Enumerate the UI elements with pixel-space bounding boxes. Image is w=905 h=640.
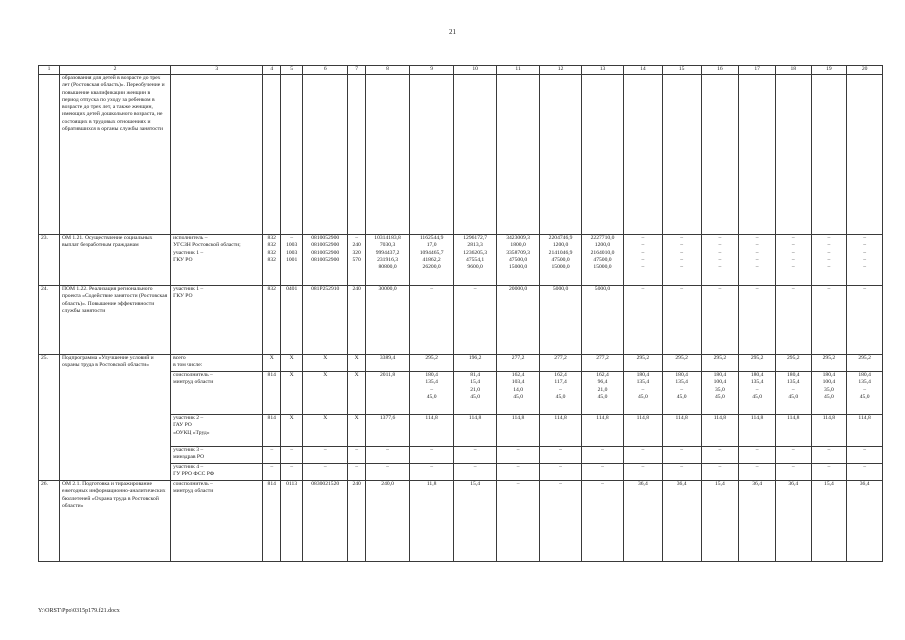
table-cell: – – – – – xyxy=(623,235,662,286)
table-cell: 295,2 xyxy=(739,355,776,372)
budget-table xyxy=(38,65,883,562)
table-cell: – xyxy=(582,481,624,562)
table-cell: 180,4 135,4 – 45,0 xyxy=(623,372,662,415)
table-cell: Х xyxy=(281,372,303,415)
table-cell: – xyxy=(348,447,366,464)
table-cell: – xyxy=(739,447,776,464)
table-cell: Х xyxy=(281,415,303,447)
table-cell: – – – – – xyxy=(739,235,776,286)
table-row xyxy=(39,481,883,562)
table-cell: – xyxy=(410,447,454,464)
executor-cell: всего в том числе: xyxy=(171,355,263,372)
table-cell: 162,4 96,4 21,0 45,0 xyxy=(582,372,624,415)
table-cell: – xyxy=(497,464,540,481)
table-cell: – xyxy=(582,447,624,464)
table-cell: – xyxy=(623,286,662,355)
executor-cell: участник 3 – минздрав РО xyxy=(171,447,263,464)
table-cell: 36,4 xyxy=(775,481,811,562)
table-cell: 36,4 xyxy=(623,481,662,562)
table-cell: 114,8 xyxy=(410,415,454,447)
table-cell: 180,4 100,4 35,0 45,0 xyxy=(811,372,847,415)
table-cell: 162,4 103,4 14,0 45,0 xyxy=(497,372,540,415)
row-number: 24. xyxy=(39,286,60,355)
table-cell: – xyxy=(454,286,497,355)
table-cell: – xyxy=(303,464,348,481)
table-cell: – xyxy=(623,447,662,464)
table-cell: Х xyxy=(348,372,366,415)
column-number-row xyxy=(39,66,883,75)
column-number: 5 xyxy=(281,66,303,75)
table-cell: 240,0 xyxy=(366,481,410,562)
row-number: 25. xyxy=(39,355,60,481)
table-cell xyxy=(847,75,883,235)
table-cell: Х xyxy=(303,415,348,447)
table-cell: 180,4 100,4 35,0 45,0 xyxy=(701,372,739,415)
table-cell: – xyxy=(701,447,739,464)
table-cell: 10314183,8 7030,3 9994437,2 231916,3 80800,0 xyxy=(366,235,410,286)
table-cell: 114,8 xyxy=(454,415,497,447)
executor-cell: соисполнитель – минтруд области xyxy=(171,481,263,562)
table-cell: 814 xyxy=(263,481,281,562)
table-cell: – – – – – xyxy=(701,235,739,286)
table-cell: Х xyxy=(281,355,303,372)
row-number: 23. xyxy=(39,235,60,286)
table-cell: 277,2 xyxy=(582,355,624,372)
table-cell: 114,8 xyxy=(623,415,662,447)
executor-cell: соисполнитель – минтруд области xyxy=(171,372,263,415)
table-cell: 2227710,0 1200,0 2164010,0 47500,0 15000,0 xyxy=(582,235,624,286)
table-cell: 180,4 135,4 – 45,0 xyxy=(775,372,811,415)
executor-cell: участник 1 – ГКУ РО xyxy=(171,286,263,355)
table-cell: – – – – – xyxy=(662,235,701,286)
table-cell: 295,2 xyxy=(847,355,883,372)
table-row xyxy=(39,235,883,286)
table-cell: 295,2 xyxy=(623,355,662,372)
table-cell: – 240 320 570 xyxy=(348,235,366,286)
table-cell: – xyxy=(739,286,776,355)
table-cell: – xyxy=(410,286,454,355)
table-cell xyxy=(540,75,582,235)
table-cell: 36,4 xyxy=(847,481,883,562)
table-cell: 114,8 xyxy=(497,415,540,447)
table-row xyxy=(39,286,883,355)
table-cell: – xyxy=(811,286,847,355)
table-cell: 1162544,9 17,0 1094465,7 41862,2 26200,0 xyxy=(410,235,454,286)
table-cell xyxy=(454,75,497,235)
table-cell xyxy=(348,75,366,235)
table-cell: 814 xyxy=(263,372,281,415)
measure-name: ОМ 1.21. Осуществление социальных выплат безработным гражданам xyxy=(59,235,170,286)
table-cell: – xyxy=(701,286,739,355)
table-cell: – xyxy=(739,464,776,481)
table-cell: 0401 xyxy=(281,286,303,355)
table-cell: 114,8 xyxy=(662,415,701,447)
table-cell xyxy=(366,75,410,235)
table-cell: 832 832 832 832 xyxy=(263,235,281,286)
table-cell: – xyxy=(811,447,847,464)
table-cell xyxy=(739,75,776,235)
table-cell: 30000,0 xyxy=(366,286,410,355)
table-cell: 180,4 135,4 – 45,0 xyxy=(662,372,701,415)
table-cell: 277,2 xyxy=(497,355,540,372)
table-cell: – xyxy=(847,447,883,464)
column-number: 18 xyxy=(775,66,811,75)
measure-name: ОМ 2.1. Подготовка и тиражирование ежегодных информационно-аналитических бюллетеней «Охрана труда в Ростовской области» xyxy=(59,481,170,562)
table-cell: – xyxy=(497,481,540,562)
table-cell: 36,4 xyxy=(662,481,701,562)
column-number: 8 xyxy=(366,66,410,75)
table-cell: 295,2 xyxy=(811,355,847,372)
table-cell: 832 xyxy=(263,286,281,355)
table-cell: 5000,0 xyxy=(540,286,582,355)
table-cell: Х xyxy=(348,355,366,372)
table-cell: – xyxy=(623,464,662,481)
column-number: 20 xyxy=(847,66,883,75)
table-cell xyxy=(811,75,847,235)
table-cell xyxy=(281,75,303,235)
table-cell: 114,8 xyxy=(847,415,883,447)
table-cell: 81,4 15,4 21,0 45,0 xyxy=(454,372,497,415)
table-cell: 15,4 xyxy=(454,481,497,562)
table-cell xyxy=(662,75,701,235)
table-cell: 114,8 xyxy=(811,415,847,447)
table-cell: 114,8 xyxy=(540,415,582,447)
table-cell: 2011,8 xyxy=(366,372,410,415)
table-cell: – xyxy=(263,464,281,481)
table-cell: – xyxy=(582,464,624,481)
table-cell: – xyxy=(701,464,739,481)
table-cell: 1377,6 xyxy=(366,415,410,447)
column-number: 19 xyxy=(811,66,847,75)
table-cell: – xyxy=(775,464,811,481)
table-cell: – xyxy=(540,447,582,464)
table-cell: 2204746,9 1200,0 2141046,9 47500,0 15000,0 xyxy=(540,235,582,286)
table-cell: 180,4 135,4 – 45,0 xyxy=(847,372,883,415)
table-cell xyxy=(497,75,540,235)
column-number: 1 xyxy=(39,66,60,75)
column-number: 7 xyxy=(348,66,366,75)
column-number: 11 xyxy=(497,66,540,75)
column-number: 2 xyxy=(59,66,170,75)
measure-name: Подпрограмма «Улучшение условий и охраны труда в Ростовской области» xyxy=(59,355,170,481)
table-cell: – xyxy=(366,464,410,481)
column-number: 14 xyxy=(623,66,662,75)
table-cell: – xyxy=(540,481,582,562)
column-number: 10 xyxy=(454,66,497,75)
column-number: 4 xyxy=(263,66,281,75)
table-cell: – – – – – xyxy=(775,235,811,286)
table-cell xyxy=(410,75,454,235)
table-cell: 081P252910 xyxy=(303,286,348,355)
measure-name: ПОМ 1.22. Реализация регионального проекта «Содействие занятости (Ростовская область)». Повышение эффективности службы занятости xyxy=(59,286,170,355)
table-cell: 814 xyxy=(263,415,281,447)
table-cell: – xyxy=(811,464,847,481)
executor-cell: участник 4 – ГУ РРО ФСС РФ xyxy=(171,464,263,481)
table-cell: 114,8 xyxy=(775,415,811,447)
table-cell xyxy=(775,75,811,235)
column-number: 9 xyxy=(410,66,454,75)
executor-cell: участник 2 – ГАУ РО «ОУКЦ «Труд» xyxy=(171,415,263,447)
table-cell: – xyxy=(281,464,303,481)
table-cell: 0113 xyxy=(281,481,303,562)
table-cell: – xyxy=(662,464,701,481)
table-cell: 180,4 135,4 – 45,0 xyxy=(739,372,776,415)
table-cell: 1296172,7 2813,3 1236205,3 47554,1 9600,0 xyxy=(454,235,497,286)
table-row xyxy=(39,355,883,372)
column-number: 13 xyxy=(582,66,624,75)
table-cell: 114,8 xyxy=(701,415,739,447)
table-cell: – 1003 1003 1001 xyxy=(281,235,303,286)
table-cell: 295,2 xyxy=(701,355,739,372)
table-cell: 295,2 xyxy=(775,355,811,372)
table-cell: – xyxy=(847,286,883,355)
table-cell: – xyxy=(497,447,540,464)
column-number: 16 xyxy=(701,66,739,75)
table-cell: 36,4 xyxy=(739,481,776,562)
table-cell: – xyxy=(348,464,366,481)
table-cell: 15,4 xyxy=(701,481,739,562)
table-cell: – xyxy=(847,464,883,481)
table-cell: 3389,4 xyxy=(366,355,410,372)
table-cell: 295,2 xyxy=(662,355,701,372)
column-number: 17 xyxy=(739,66,776,75)
table-cell: – – – – – xyxy=(811,235,847,286)
table-cell: – xyxy=(454,447,497,464)
table-cell xyxy=(171,75,263,235)
table-cell: – xyxy=(366,447,410,464)
column-number: 6 xyxy=(303,66,348,75)
table-cell: 240 xyxy=(348,286,366,355)
table-cell: 240 xyxy=(348,481,366,562)
table-cell: 196,2 xyxy=(454,355,497,372)
table-cell: 15,4 xyxy=(811,481,847,562)
table-cell xyxy=(582,75,624,235)
table-cell: Х xyxy=(303,355,348,372)
table-cell: – xyxy=(263,447,281,464)
table-cell: – xyxy=(410,464,454,481)
row-number: 26. xyxy=(39,481,60,562)
table-cell: – xyxy=(662,447,701,464)
table-cell: Х xyxy=(263,355,281,372)
table-cell xyxy=(303,75,348,235)
table-cell: Х xyxy=(348,415,366,447)
table-cell: 162,4 117,4 – 45,0 xyxy=(540,372,582,415)
column-number: 15 xyxy=(662,66,701,75)
table-cell: – – – – – xyxy=(847,235,883,286)
table-cell: 114,8 xyxy=(739,415,776,447)
table-cell: – xyxy=(775,447,811,464)
table-row xyxy=(39,75,883,235)
column-number: 12 xyxy=(540,66,582,75)
table-cell: 277,2 xyxy=(540,355,582,372)
table-cell: 11,8 xyxy=(410,481,454,562)
table-cell: 5000,0 xyxy=(582,286,624,355)
table-cell xyxy=(701,75,739,235)
table-cell: Х xyxy=(303,372,348,415)
table-cell: – xyxy=(775,286,811,355)
table-cell: – xyxy=(303,447,348,464)
table-cell: 295,2 xyxy=(410,355,454,372)
table-cell: 20000,0 xyxy=(497,286,540,355)
table-cell: – xyxy=(281,447,303,464)
table-cell: 3423009,3 1800,0 3358709,3 47500,0 15000,0 xyxy=(497,235,540,286)
table-cell xyxy=(623,75,662,235)
table-cell: 114,8 xyxy=(582,415,624,447)
table-cell: 0830021520 xyxy=(303,481,348,562)
page-number: 21 xyxy=(449,28,456,36)
table-cell: 180,4 135,4 – 45,0 xyxy=(410,372,454,415)
row-number xyxy=(39,75,60,235)
executor-cell: исполнитель – УГСЗН Ростовской области; участник 1 – ГКУ РО xyxy=(171,235,263,286)
table-cell: 0810052900 0810052900 0810052900 0810052900 xyxy=(303,235,348,286)
measure-name: образования для детей в возрасте до трех лет (Ростовская область)». Переобучение и повышение квалификации женщин в период отпуска по уходу за ребенком в возрасте до трех лет, а также женщин, имеющих детей дошкольного возраста, не состоящих в трудовых отношениях и обратившихся в органы службы занятости xyxy=(59,75,170,235)
table-cell: – xyxy=(662,286,701,355)
table-cell: – xyxy=(454,464,497,481)
file-path-footer: Y:\ORST\Ppo\0315p179.f21.docx xyxy=(38,608,120,614)
table-cell: – xyxy=(540,464,582,481)
table-cell xyxy=(263,75,281,235)
column-number: 3 xyxy=(171,66,263,75)
